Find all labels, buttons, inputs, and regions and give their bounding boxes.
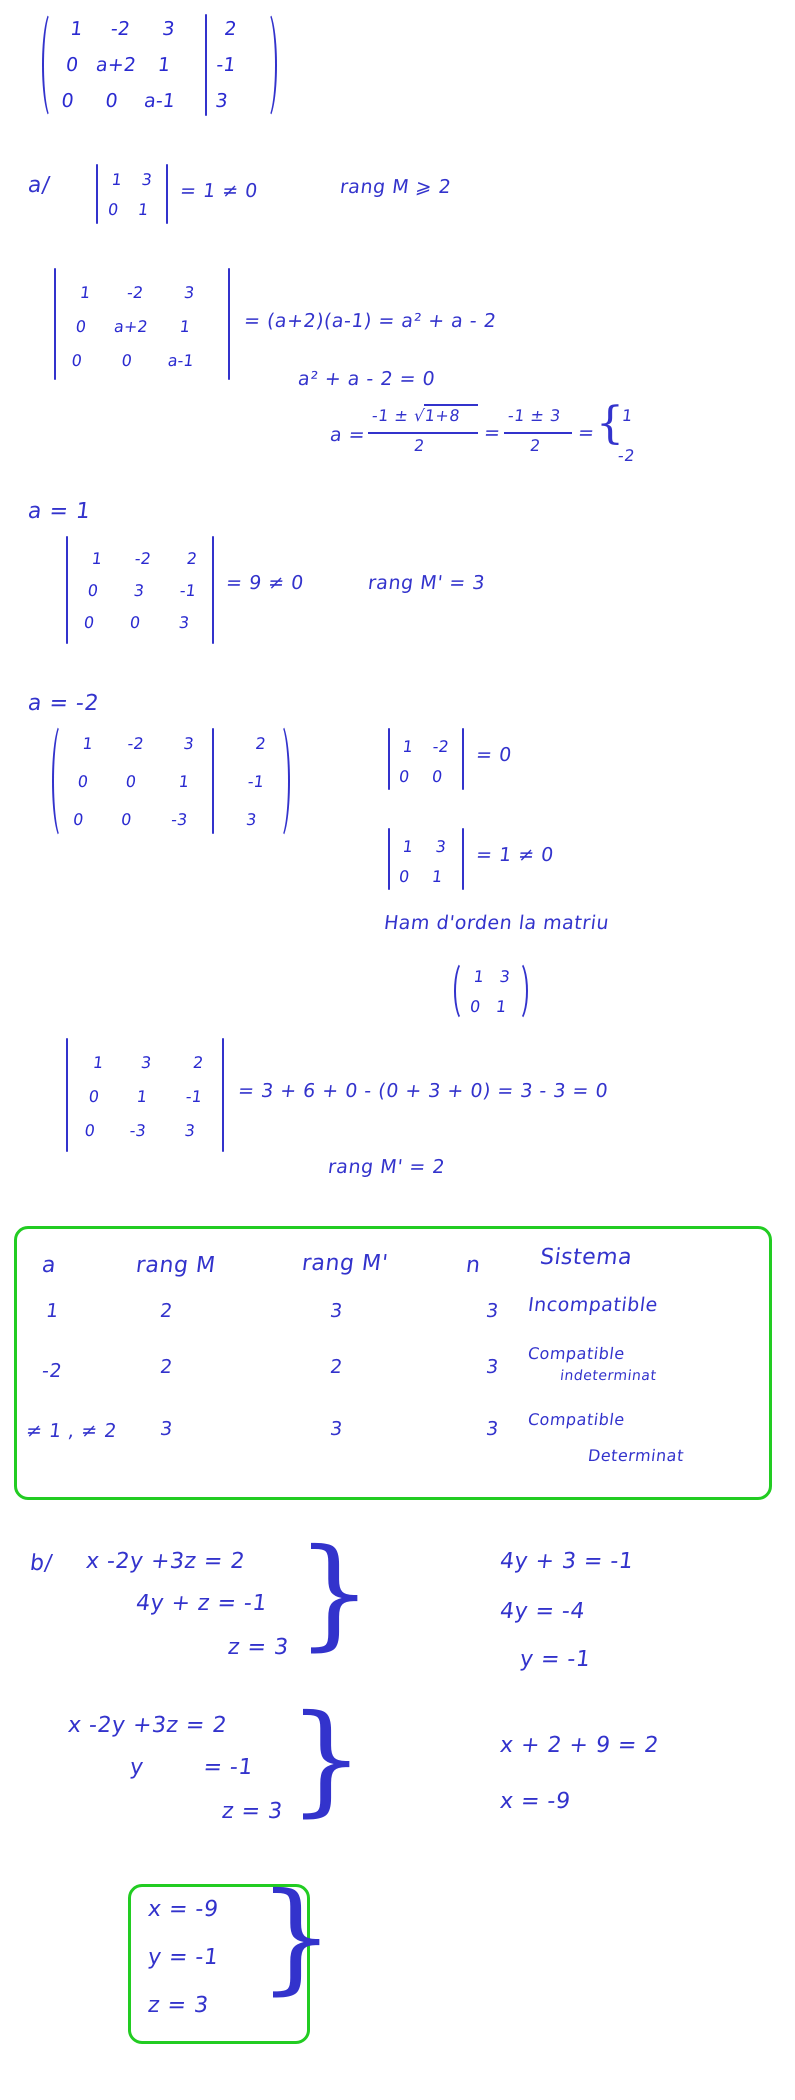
part-b-side-step-2: 4y = -4 <box>498 1599 587 1624</box>
solution-z: z = 3 <box>146 1993 211 2018</box>
minor-cell: 0 <box>106 199 120 219</box>
augment-divider <box>212 728 214 834</box>
det-cell: -3 <box>128 1120 147 1140</box>
summary-row-n: 3 <box>484 1356 501 1378</box>
part-b-system1-eq3: z = 3 <box>226 1635 291 1660</box>
case-a2-minor-1 <box>392 730 458 792</box>
part-b-system2-eq1: x -2y +3z = 2 <box>66 1713 229 1738</box>
summary-row-n: 3 <box>484 1418 501 1440</box>
matrix-right-paren <box>267 10 281 120</box>
matrix-cell: -2 <box>109 18 132 40</box>
part-a-formula-equals: = <box>482 422 502 444</box>
minor-cell: 0 <box>397 766 411 786</box>
case-a2-det3-result: = 3 + 6 + 0 - (0 + 3 + 0) = 3 - 3 = 0 <box>236 1080 610 1102</box>
det-cell: -2 <box>133 548 153 568</box>
det-bar-right <box>222 1038 224 1152</box>
minor-cell: 1 <box>430 866 444 886</box>
summary-header-rang-m2: rang M' <box>300 1251 390 1276</box>
summary-row-rang-m2: 3 <box>328 1300 345 1322</box>
part-a-root-2: -2 <box>616 446 637 465</box>
part-b-side-step-4: x + 2 + 9 = 2 <box>498 1733 661 1758</box>
part-a-label: a/ <box>26 173 52 198</box>
matrix-right-paren <box>280 722 294 840</box>
det-cell: 1 <box>178 316 192 336</box>
case-a1-determinant <box>72 540 212 640</box>
minor-cell: 1 <box>110 169 124 189</box>
part-a-formula-lead: a = <box>328 424 367 446</box>
matrix-cell: 3 <box>214 90 229 112</box>
matrix-cell: 3 <box>245 809 258 829</box>
matrix-cell: 3 <box>498 966 512 986</box>
part-b-system2-eq2: y = -1 <box>128 1755 255 1780</box>
det-cell: 1 <box>90 548 104 568</box>
det-cell: 3 <box>183 1120 197 1140</box>
det-cell: 1 <box>135 1086 149 1106</box>
det-cell: 0 <box>83 1120 97 1140</box>
summary-row-n: 3 <box>484 1300 501 1322</box>
det-cell: 2 <box>191 1052 205 1072</box>
case-a1-conclusion: rang M' = 3 <box>366 572 487 594</box>
case-a2-note-matrix <box>450 960 532 1022</box>
det-bar-right <box>228 268 230 380</box>
matrix-cell: 0 <box>60 90 75 112</box>
part-b-side-step-1: 4y + 3 = -1 <box>498 1549 635 1574</box>
case-a1-result: = 9 ≠ 0 <box>224 572 306 594</box>
det-cell: a+2 <box>113 316 149 336</box>
part-a-equation: a² + a - 2 = 0 <box>296 368 437 390</box>
case-a1-label: a = 1 <box>26 499 92 524</box>
det-bar-left <box>388 728 390 790</box>
case-a2-note: Ham d'orden la matriu <box>382 912 611 934</box>
case-a2-minor-2-result: = 1 ≠ 0 <box>474 844 556 866</box>
matrix-cell: 0 <box>468 996 482 1016</box>
part-a-rank-statement: rang M ⩾ 2 <box>338 176 453 198</box>
det-cell: 3 <box>182 282 196 302</box>
case-a2-conclusion: rang M' = 2 <box>326 1156 447 1178</box>
minor-cell: 3 <box>140 169 154 189</box>
minor-cell: 1 <box>136 199 150 219</box>
det-cell: 0 <box>70 350 84 370</box>
matrix-cell: -1 <box>246 771 266 791</box>
matrix-cell: -3 <box>170 809 189 829</box>
det-bar-right <box>462 728 464 790</box>
det-bar-right <box>462 828 464 890</box>
matrix-cell: 2 <box>254 733 267 753</box>
case-a2-determinant-3 <box>72 1042 220 1150</box>
part-a-determinant <box>60 272 220 380</box>
det-cell: 3 <box>139 1052 153 1072</box>
summary-row-a: ≠ 1 , ≠ 2 <box>24 1420 119 1442</box>
det-cell: -1 <box>178 580 198 600</box>
summary-header-a: a <box>40 1253 58 1278</box>
minor-cell: -2 <box>431 736 450 756</box>
part-b-system2-eq3: z = 3 <box>220 1799 285 1824</box>
part-a-formula-equals-2: = <box>576 422 596 444</box>
case-a2-minor-1-result: = 0 <box>474 744 514 766</box>
det-cell: 0 <box>87 1086 101 1106</box>
part-b-system1-eq2: 4y + z = -1 <box>134 1591 269 1616</box>
case-a2-augmented-matrix <box>48 722 294 840</box>
det-cell: 1 <box>78 282 92 302</box>
case-a2-label: a = -2 <box>26 691 101 716</box>
matrix-cell: 0 <box>104 90 119 112</box>
det-bar-left <box>66 536 68 644</box>
det-cell: a-1 <box>166 350 195 370</box>
det-cell: 0 <box>86 580 100 600</box>
det-bar-left <box>388 828 390 890</box>
minor-cell: 0 <box>430 766 444 786</box>
part-b-system1-eq1: x -2y +3z = 2 <box>84 1549 247 1574</box>
det-cell: 3 <box>177 612 191 632</box>
top-matrix <box>38 10 281 120</box>
part-b-side-step-3: y = -1 <box>518 1647 592 1672</box>
matrix-cell: 0 <box>72 809 85 829</box>
det-cell: 3 <box>132 580 146 600</box>
part-a-minor-result: = 1 ≠ 0 <box>178 180 260 202</box>
part-a-det-expansion: = (a+2)(a-1) = a² + a - 2 <box>242 310 498 332</box>
part-a-minor <box>100 162 162 226</box>
det-bar-left <box>96 164 98 224</box>
fraction-bar-2 <box>504 432 572 434</box>
matrix-cell: a+2 <box>94 54 138 76</box>
part-b-side-step-5: x = -9 <box>498 1789 572 1814</box>
det-cell: 0 <box>120 350 134 370</box>
summary-row-rang-m: 2 <box>158 1300 175 1322</box>
minor-cell: 1 <box>401 736 415 756</box>
matrix-cell: 2 <box>223 18 238 40</box>
solution-brace: } <box>258 1868 335 2007</box>
part-a-formula-numerator-2: -1 ± 3 <box>506 406 562 425</box>
det-bar-left <box>66 1038 68 1152</box>
summary-row-sistema-line2: indeterminat <box>559 1368 658 1384</box>
minor-cell: 1 <box>401 836 415 856</box>
det-cell: 0 <box>82 612 96 632</box>
summary-row-sistema: Compatible <box>526 1410 626 1429</box>
det-cell: 0 <box>128 612 142 632</box>
solution-x: x = -9 <box>146 1897 220 1922</box>
matrix-cell: 1 <box>177 771 191 791</box>
system2-brace: } <box>288 1690 365 1829</box>
matrix-cell: 1 <box>472 966 486 986</box>
system1-brace: } <box>296 1524 373 1663</box>
matrix-cell: 1 <box>494 996 508 1016</box>
augment-divider <box>205 14 207 116</box>
summary-row-a: 1 <box>44 1300 61 1322</box>
part-a-formula-denominator: 2 <box>412 436 426 455</box>
matrix-cell: 3 <box>182 733 195 753</box>
matrix-cell: -2 <box>126 733 145 753</box>
matrix-cell: 3 <box>161 18 176 40</box>
det-cell: 2 <box>185 548 199 568</box>
matrix-cell: a-1 <box>142 90 177 112</box>
matrix-cell: -1 <box>215 54 237 76</box>
summary-row-sistema-line2: Determinat <box>586 1446 686 1465</box>
matrix-right-paren <box>518 960 532 1022</box>
summary-header-n: n <box>464 1253 483 1278</box>
summary-header-rang-m: rang M <box>134 1253 217 1278</box>
summary-header-sistema: Sistema <box>538 1245 634 1270</box>
det-cell: -2 <box>126 282 145 302</box>
matrix-cell: 0 <box>64 54 80 76</box>
summary-row-sistema: Compatible <box>526 1344 626 1363</box>
summary-row-rang-m: 2 <box>158 1356 175 1378</box>
matrix-cell: 1 <box>69 18 84 40</box>
part-a-formula-numerator: -1 ± √1+8 <box>370 406 462 425</box>
part-b-label: b/ <box>28 1551 54 1576</box>
summary-row-rang-m2: 3 <box>328 1418 345 1440</box>
matrix-cell: 1 <box>156 54 172 76</box>
det-bar-right <box>212 536 214 644</box>
matrix-cell: 0 <box>124 771 138 791</box>
roots-brace: { <box>596 398 624 449</box>
solution-y: y = -1 <box>146 1945 220 1970</box>
matrix-cell: 0 <box>120 809 133 829</box>
sqrt-bar <box>424 404 478 406</box>
minor-cell: 0 <box>397 866 411 886</box>
summary-row-a: -2 <box>40 1360 64 1382</box>
det-bar-left <box>54 268 56 380</box>
det-cell: 0 <box>74 316 88 336</box>
fraction-bar <box>368 432 478 434</box>
part-a-formula-denominator-2: 2 <box>528 436 542 455</box>
summary-row-sistema: Incompatible <box>526 1294 660 1316</box>
det-bar-right <box>166 164 168 224</box>
case-a2-minor-2 <box>392 830 458 892</box>
summary-row-rang-m: 3 <box>158 1418 175 1440</box>
matrix-cell: 0 <box>76 771 90 791</box>
matrix-cell: 1 <box>81 733 94 753</box>
minor-cell: 3 <box>434 836 448 856</box>
summary-row-rang-m2: 2 <box>328 1356 345 1378</box>
part-a-root-1: 1 <box>620 406 634 425</box>
det-cell: -1 <box>184 1086 204 1106</box>
det-cell: 1 <box>91 1052 105 1072</box>
